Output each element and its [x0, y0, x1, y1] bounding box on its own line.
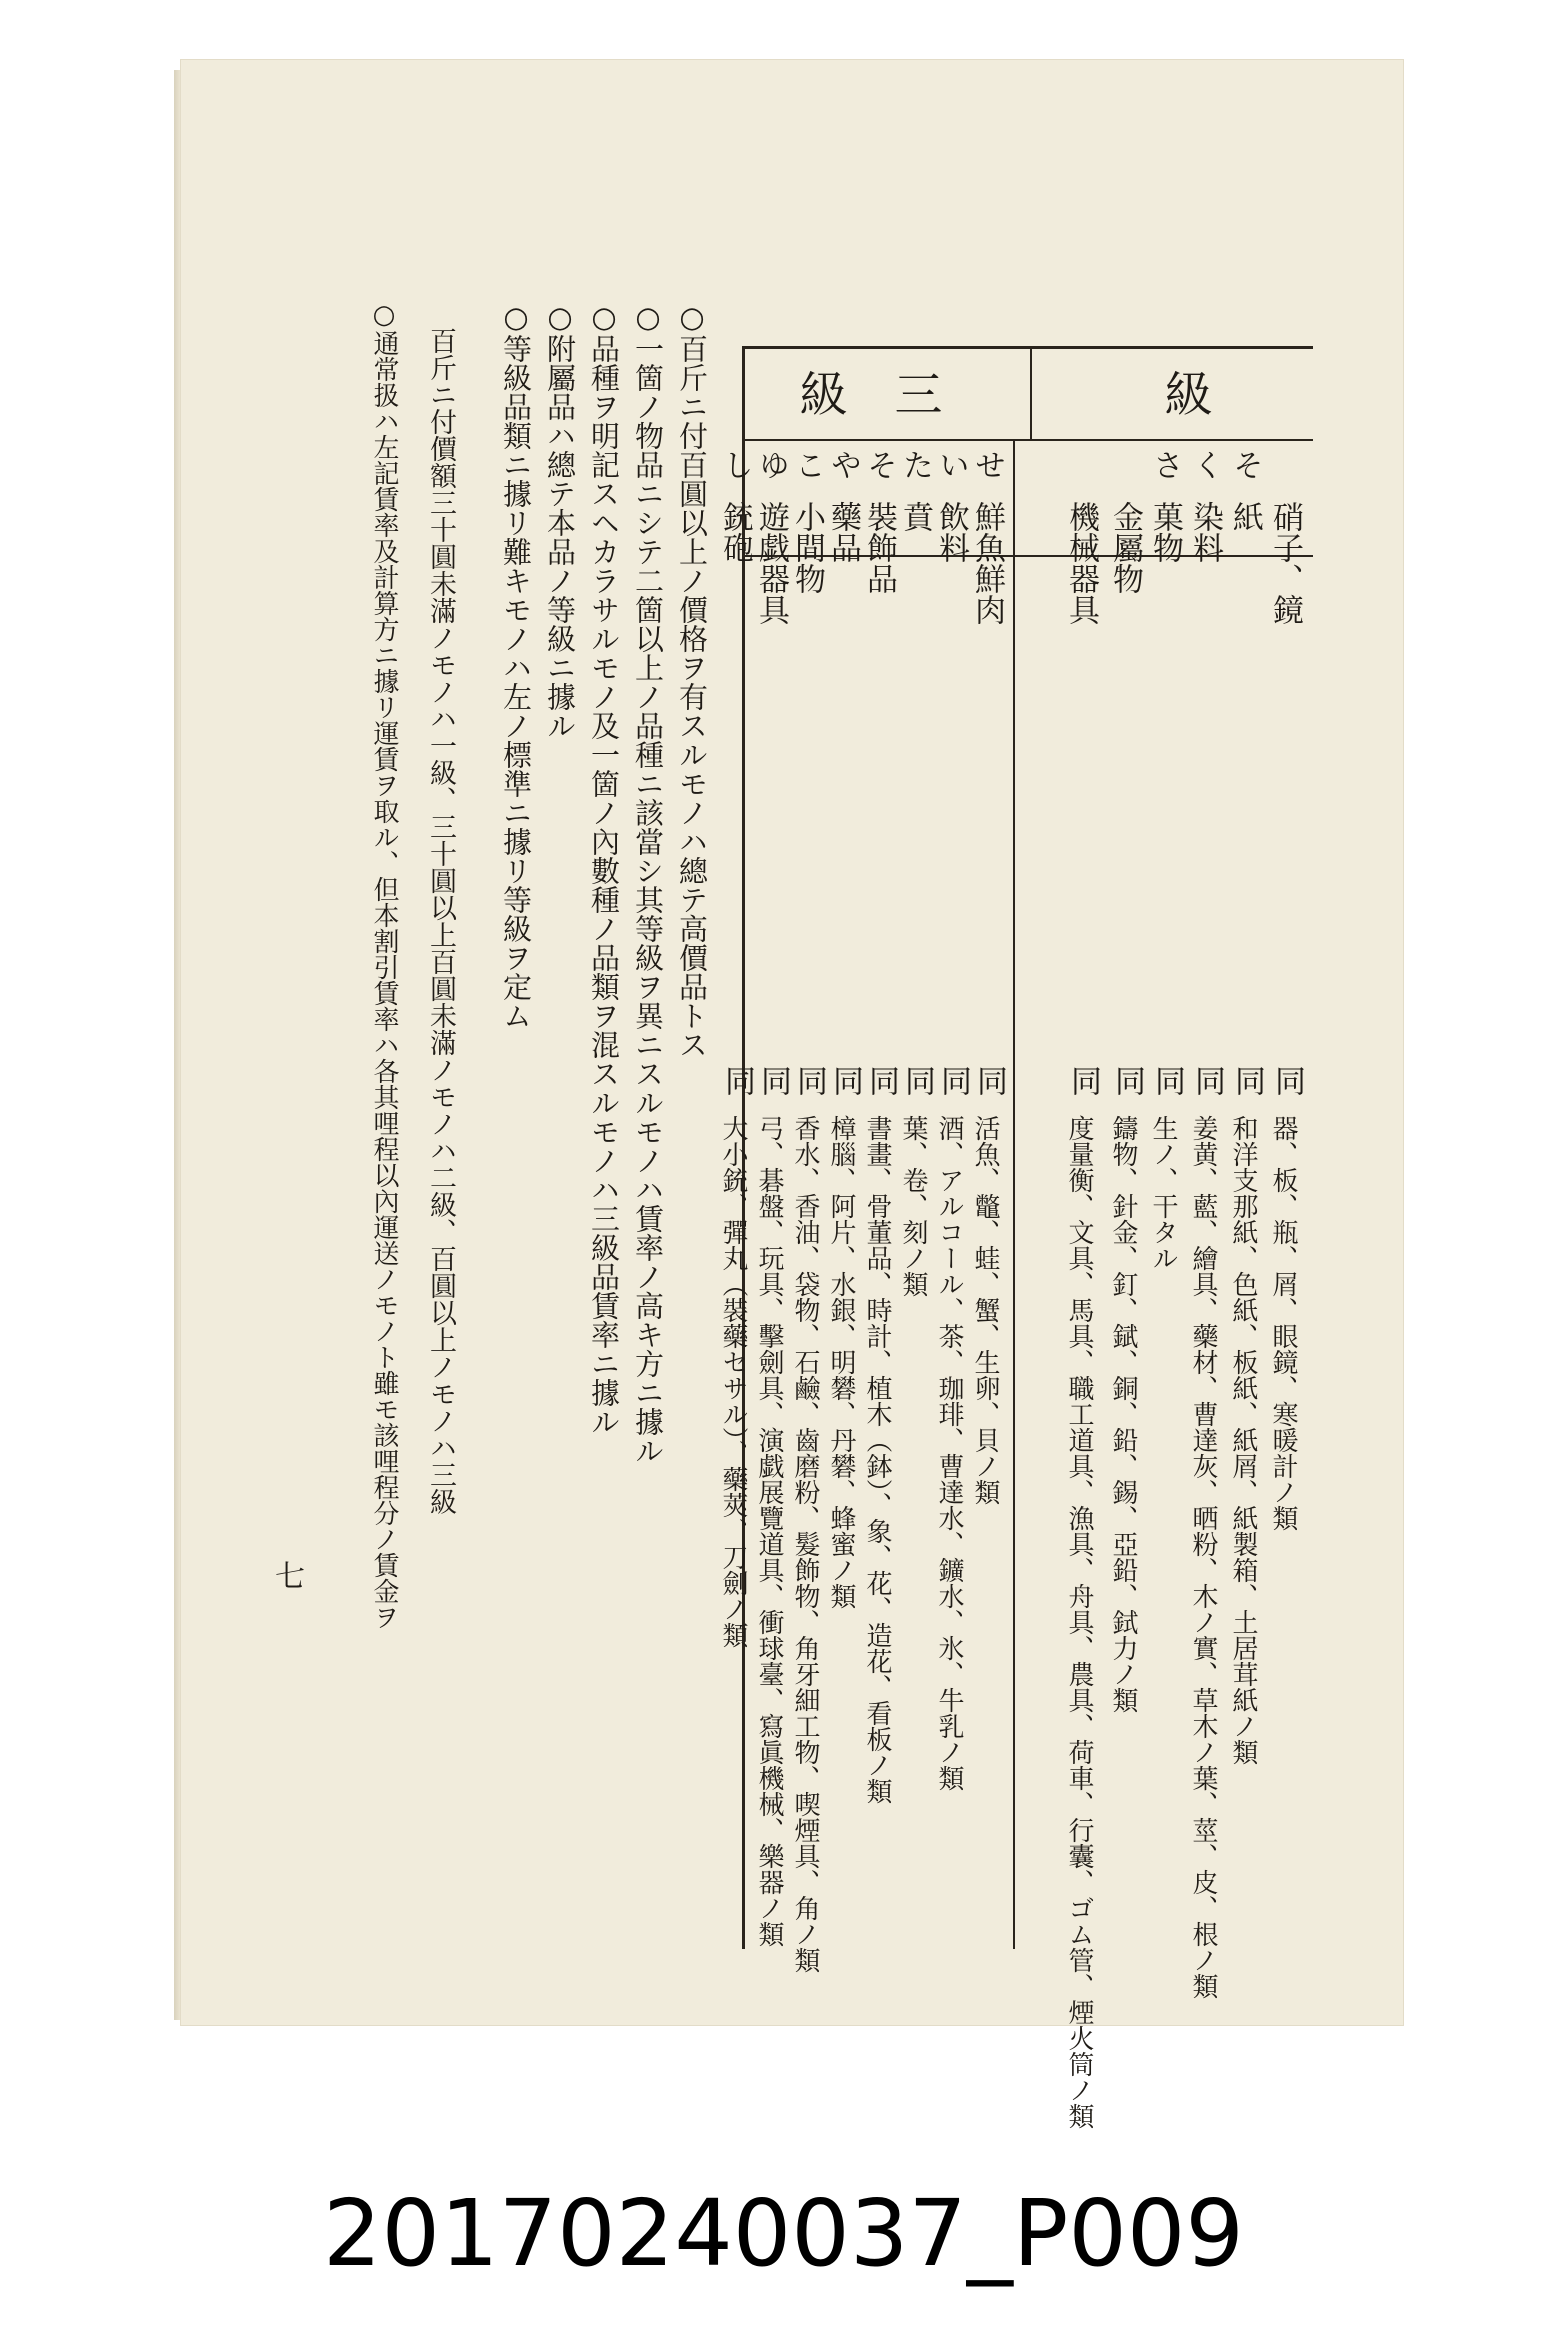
note-line: ○一箇ノ物品ニシテ二箇以上ノ品種ニ該當シ其等級ヲ異ニスルモノハ賃率ノ高キ方ニ據ル	[631, 300, 665, 1465]
row-items: 生ノ、干タル	[1148, 1115, 1178, 1271]
row-rate: 同	[1189, 1065, 1225, 1096]
row-name: 飲料	[933, 501, 969, 563]
table-row	[715, 449, 755, 573]
row-name: 紙	[1227, 501, 1263, 532]
row-name: 菓物	[1147, 501, 1183, 563]
row-letter: や	[825, 449, 861, 480]
row-name: 鮮魚鮮肉	[969, 501, 1005, 625]
note-line: ○等級品類ニ據リ難キモノハ左ノ標準ニ據リ等級ヲ定ム	[499, 300, 533, 1030]
row-rate: 同	[1269, 1065, 1305, 1096]
header-divider	[1030, 349, 1032, 439]
row-name: 染料	[1187, 501, 1223, 563]
row-name: 機械器具	[1063, 501, 1099, 625]
row-name: 裝飾品	[861, 501, 897, 594]
table-row	[1105, 449, 1145, 604]
row-items: 和洋支那紙、色紙、板紙、紙屑、紙製箱、土居茸紙ノ類	[1228, 1115, 1258, 1765]
table-row	[823, 449, 863, 573]
row-rate: 同	[1065, 1065, 1101, 1096]
row-letter: そ	[861, 449, 897, 480]
table-row	[1185, 449, 1225, 573]
row-items: 香水、香油、袋物、石鹼、齒磨粉、髮飾物、角牙細工物、喫煙具、角ノ類	[790, 1115, 820, 1973]
row-letter: た	[897, 449, 933, 480]
row-name: 遊戯器具	[753, 501, 789, 625]
table-row	[1061, 449, 1101, 635]
row-rate: 同	[971, 1065, 1007, 1096]
grade-divider	[1013, 439, 1015, 1949]
table-row	[1265, 449, 1305, 635]
row-rate: 同	[1149, 1065, 1185, 1096]
row-letter: い	[933, 449, 969, 480]
table-row	[1225, 449, 1265, 542]
table-row	[895, 449, 935, 542]
header-grade3-char1: 三	[886, 369, 942, 417]
table-row	[1145, 449, 1185, 573]
note-line: ○品種ヲ明記スヘカラサルモノ及一箇ノ內數種ノ品類ヲ混スルモノハ三級品賃率ニ據ル	[587, 300, 621, 1436]
row-rate: 同	[935, 1065, 971, 1096]
table-header-row	[745, 349, 1313, 441]
row-name: 小間物	[789, 501, 825, 594]
row-items: 大小銃、彈丸（裝藥セサル）、藥莢、刀劍ノ類	[718, 1115, 748, 1648]
note-line: ○百斤ニ付百圓以上ノ價格ヲ有スルモノハ總テ高價品トス	[675, 300, 709, 1059]
row-letter: し	[717, 449, 753, 480]
row-items: 度量衡、文具、馬具、職工道具、漁具、舟具、農具、荷車、行囊、ゴム管、煙火筒ノ類	[1064, 1115, 1094, 2129]
row-items: 樟腦、阿片、水銀、明礬、丹礬、蜂蜜ノ類	[826, 1115, 856, 1609]
row-items: 書畫、骨董品、時計、植木（鉢）、象、花、造花、看板ノ類	[862, 1115, 892, 1804]
image-caption: 20170240037_P009	[323, 2180, 1244, 2287]
row-rate: 同	[1229, 1065, 1265, 1096]
row-rate: 同	[1109, 1065, 1145, 1096]
tariff-table	[717, 346, 1313, 2129]
table-row	[931, 449, 971, 573]
header-grade3-char2: 級	[791, 369, 847, 417]
row-name: 硝子、鏡	[1267, 501, 1303, 625]
row-letter: せ	[969, 449, 1005, 480]
row-rate: 同	[899, 1065, 935, 1096]
row-items: 酒、アルコール、茶、珈琲、曹達水、鑛水、氷、牛乳ノ類	[934, 1115, 964, 1791]
row-name: 銃砲	[717, 501, 753, 563]
row-rate: 同	[719, 1065, 755, 1096]
page-number: 七	[269, 1560, 304, 1590]
row-rate: 同	[791, 1065, 827, 1096]
row-items: 鑄物、針金、釘、錻、銅、鉛、錫、亞鉛、鉽力ノ類	[1108, 1115, 1138, 1713]
row-rate: 同	[827, 1065, 863, 1096]
note-line: ○附屬品ハ總テ本品ノ等級ニ據ル	[543, 300, 577, 740]
row-letter: そ	[1227, 449, 1263, 480]
row-items: 活魚、鼈、蛙、蟹、生卵、貝ノ類	[970, 1115, 1000, 1505]
table-row	[751, 449, 791, 635]
row-rate: 同	[863, 1065, 899, 1096]
row-letter: く	[1187, 449, 1223, 480]
table-row	[787, 449, 827, 604]
row-items: 姜黄、藍、繪具、藥材、曹達灰、晒粉、木ノ實、草木ノ葉、莖、皮、根ノ類	[1188, 1115, 1218, 1999]
note-line: 百斤ニ付價額三十圓未滿ノモノハ一級、三十圓以上百圓未滿ノモノハ二級、百圓以上ノモノハ三級	[425, 300, 456, 1515]
note-line: ○通常扱ハ左記賃率及計算方ニ據リ運賃ヲ取ル、但本割引賃率ハ各其哩程以內運送ノモノト雖モ該哩程分ノ賃金ヲ	[369, 300, 399, 1630]
table-row	[859, 449, 899, 604]
row-rate: 同	[755, 1065, 791, 1096]
row-letter: こ	[789, 449, 825, 480]
row-items: 器、板、瓶、屑、眼鏡、寒暖計ノ類	[1268, 1115, 1298, 1531]
row-letter: さ	[1147, 449, 1183, 480]
row-items: 葉、卷、刻ノ類	[898, 1115, 928, 1297]
row-items: 弓、碁盤、玩具、擊劍具、演戯展覽道具、衝球臺、寫眞機械、樂器ノ類	[754, 1115, 784, 1947]
row-name: 賁	[897, 501, 933, 532]
row-name: 金屬物	[1107, 501, 1143, 594]
row-letter: ゆ	[753, 449, 789, 480]
table-row	[967, 449, 1007, 635]
header-grade2-label: 級	[1156, 369, 1212, 417]
row-name: 藥品	[825, 501, 861, 563]
